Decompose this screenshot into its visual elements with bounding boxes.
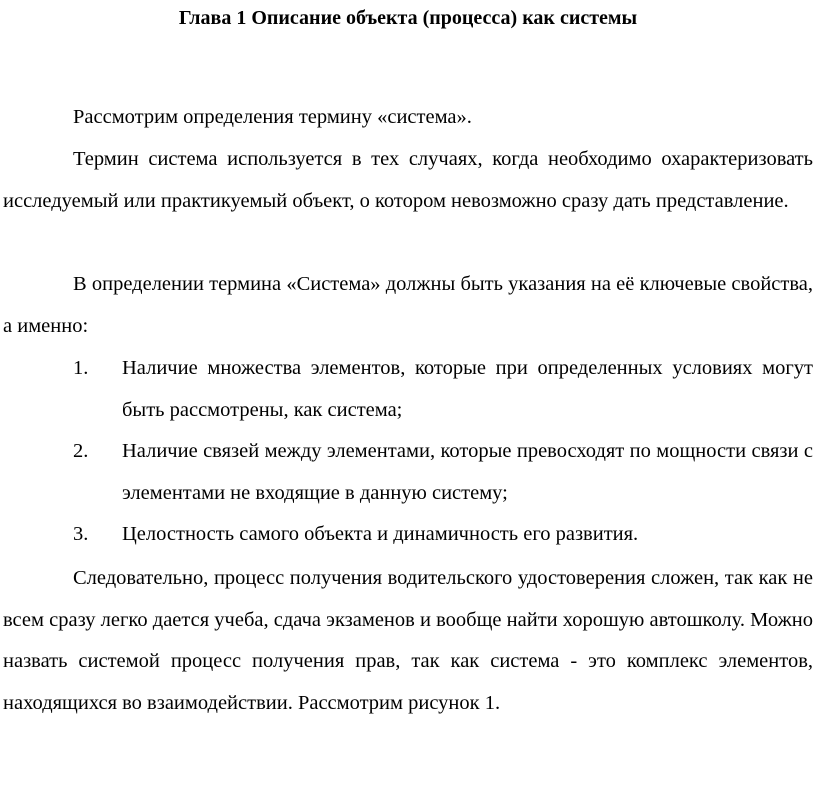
term-paragraph: Термин система используется в тех случаях, когда необходимо охарактеризовать исследуемый или практикуемый объект, о котором невозможно сразу дать представление. [3, 148, 813, 212]
list-item [3, 514, 813, 556]
conclusion-paragraph: Следовательно, процесс получения водительского удостоверения сложен, так как не всем сразу легко дается учеба, сдача экзаменов и вообще найти хорошую автошколу. Можно назвать системой процесс получения прав, так как система - это комплекс элементов, находящихся во взаимодействии. Рассмотрим рисунок 1. [3, 567, 813, 714]
list-item-number: 1. [73, 357, 89, 379]
list-item [3, 348, 813, 431]
intro-paragraph: Рассмотрим определения термину «система». [73, 106, 472, 128]
properties-list [3, 348, 813, 556]
list-item [3, 431, 813, 514]
list-item-number: 2. [73, 440, 89, 462]
chapter-title: Глава 1 Описание объекта (процесса) как системы [178, 7, 638, 29]
definition-paragraph: В определении термина «Система» должны быть указания на её ключевые свойства, а именно: [3, 273, 813, 337]
list-item-text: Наличие множества элементов, которые при определенных условиях могут быть рассмотрены, как система; [122, 357, 813, 421]
list-item-number: 3. [73, 523, 89, 545]
list-item-text: Наличие связей между элементами, которые превосходят по мощности связи с элементами не входящие в данную систему; [122, 440, 813, 504]
list-item-text: Целостность самого объекта и динамичность его развития. [122, 523, 639, 545]
